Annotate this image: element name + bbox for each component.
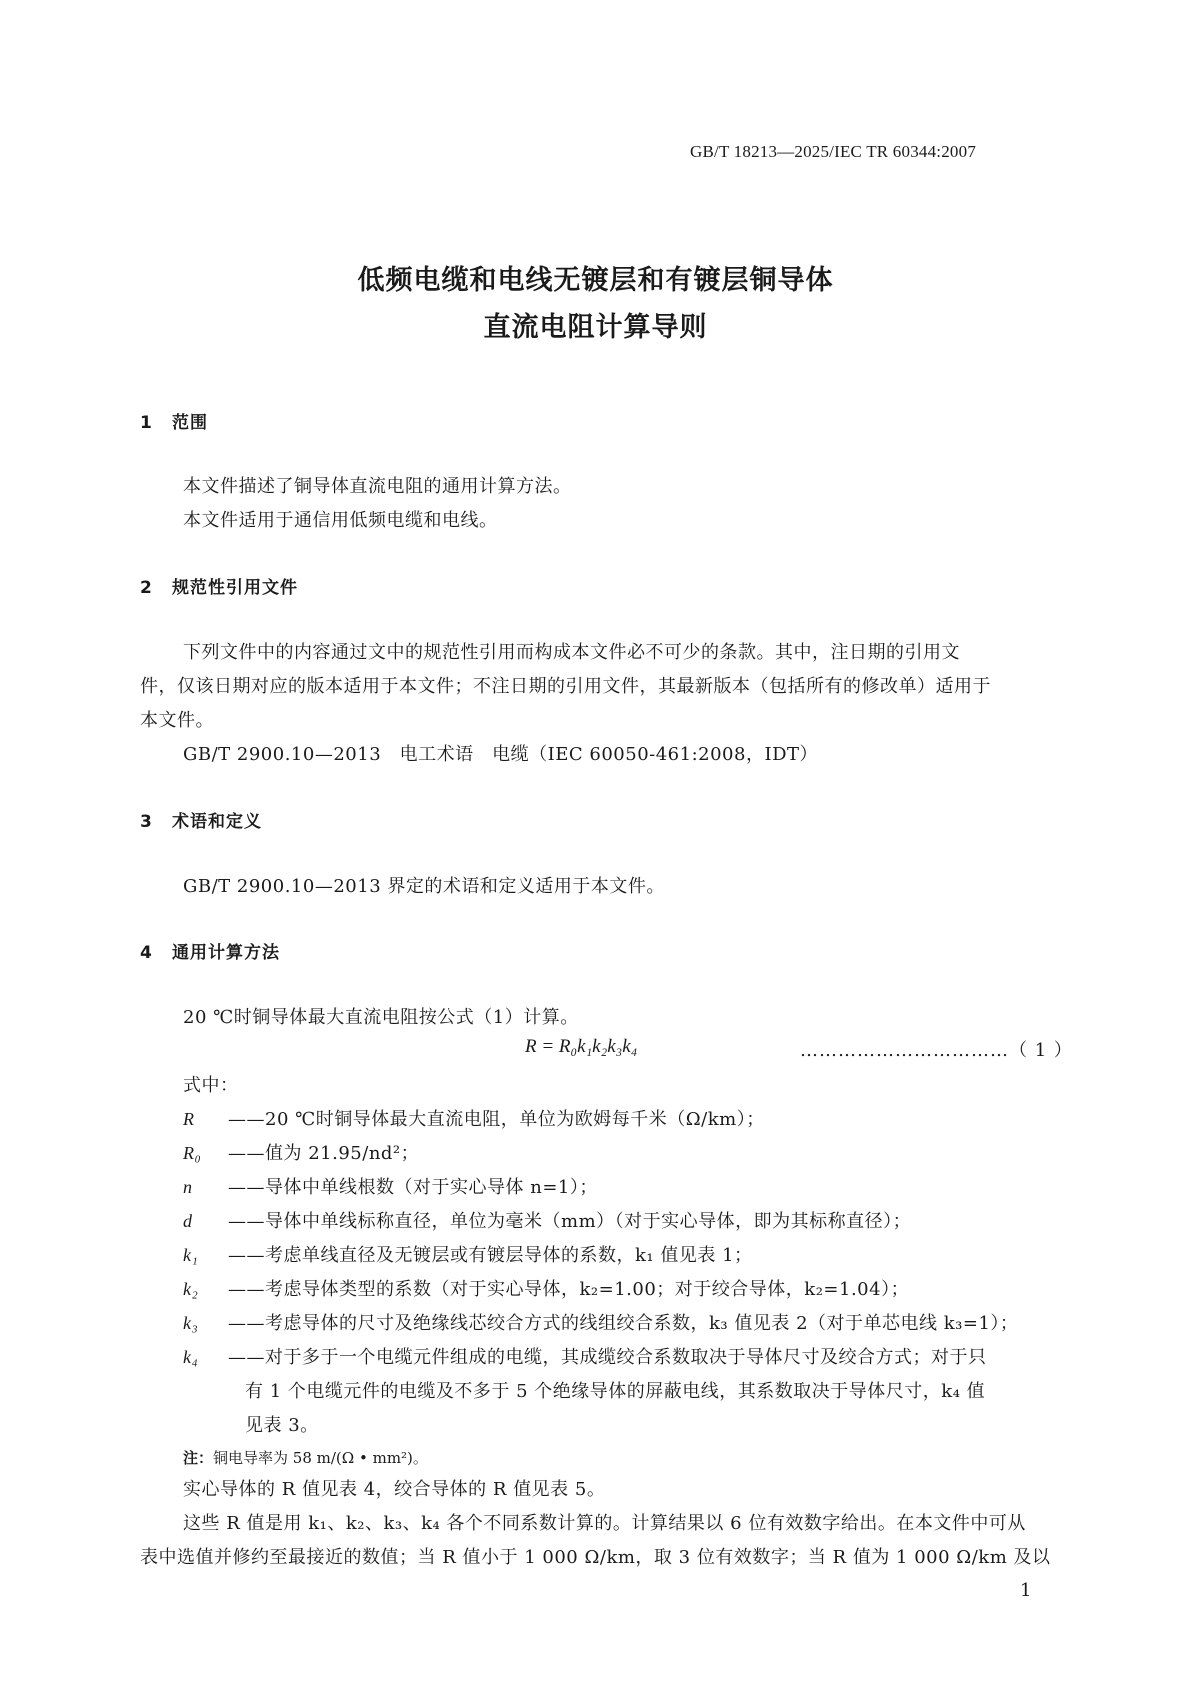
definition-item bbox=[183, 1343, 987, 1369]
last-paragraph-line-2: 表中选值并修约至最接近的数值；当 R 值小于 1 000 Ω/km，取 3 位有效数字；当 R 值为 1 000 Ω/km 及以 bbox=[140, 1547, 1051, 1568]
definition-continuation-2: 见表 3。 bbox=[245, 1415, 319, 1436]
definition-text: ——导体中单线标称直径，单位为毫米（mm）（对于实心导体，即为其标称直径）； bbox=[228, 1211, 912, 1232]
normative-paragraph-line-1: 下列文件中的内容通过文中的规范性引用而构成本文件必不可少的条款。其中，注日期的引用文 bbox=[183, 642, 960, 663]
definition-item bbox=[183, 1173, 598, 1199]
definition-item bbox=[183, 1309, 1018, 1335]
note-text: 铜电导率为 58 m/(Ω • mm²)。 bbox=[213, 1449, 428, 1467]
definition-item bbox=[183, 1241, 753, 1267]
section-title: 通用计算方法 bbox=[172, 943, 280, 963]
definition-symbol: R bbox=[183, 1109, 195, 1129]
note bbox=[183, 1447, 428, 1468]
section-number: 2 bbox=[140, 578, 153, 598]
section-4-heading bbox=[140, 938, 280, 963]
section-number: 4 bbox=[140, 943, 153, 963]
section-2-heading bbox=[140, 573, 298, 598]
definition-symbol: n bbox=[183, 1177, 193, 1197]
definition-symbol: k₄ bbox=[183, 1347, 199, 1367]
tables-paragraph: 实心导体的 R 值见表 4，绞合导体的 R 值见表 5。 bbox=[183, 1479, 606, 1500]
definition-symbol: k₁ bbox=[183, 1245, 199, 1265]
definition-item bbox=[183, 1275, 909, 1301]
where-label: 式中： bbox=[183, 1075, 239, 1096]
definition-item bbox=[183, 1105, 765, 1131]
method-intro: 20 ℃时铜导体最大直流电阻按公式（1）计算。 bbox=[183, 1007, 579, 1028]
normative-reference: GB/T 2900.10—2013 电工术语 电缆（IEC 60050-461:2008，IDT） bbox=[183, 744, 819, 765]
definition-symbol: k₂ bbox=[183, 1279, 199, 1299]
scope-paragraph-1: 本文件描述了铜导体直流电阻的通用计算方法。 bbox=[183, 476, 572, 497]
definition-symbol: d bbox=[183, 1211, 193, 1231]
section-title: 规范性引用文件 bbox=[172, 578, 298, 598]
definition-text: ——导体中单线根数（对于实心导体 n=1）； bbox=[228, 1177, 598, 1198]
normative-paragraph-line-3: 本文件。 bbox=[140, 710, 214, 731]
standard-code: GB/T 18213—2025/IEC TR 60344:2007 bbox=[690, 142, 977, 161]
definition-text: ——值为 21.95/nd²； bbox=[228, 1143, 420, 1164]
section-3-heading bbox=[140, 807, 262, 832]
section-number: 3 bbox=[140, 812, 153, 832]
normative-paragraph-line-2: 件，仅该日期对应的版本适用于本文件；不注日期的引用文件，其最新版本（包括所有的修改单）适用于 bbox=[140, 676, 991, 697]
section-title: 范围 bbox=[172, 413, 208, 433]
section-1-heading bbox=[140, 408, 208, 433]
definition-text: ——考虑单线直径及无镀层或有镀层导体的系数，k₁ 值见表 1； bbox=[228, 1245, 753, 1266]
definition-continuation-1: 有 1 个电缆元件的电缆及不多于 5 个绝缘导体的屏蔽电线，其系数取决于导体尺寸，k₄ 值 bbox=[245, 1381, 986, 1402]
definition-text: ——20 ℃时铜导体最大直流电阻，单位为欧姆每千米（Ω/km）； bbox=[228, 1109, 765, 1130]
definition-symbol: R₀ bbox=[183, 1143, 202, 1163]
section-title: 术语和定义 bbox=[172, 812, 262, 832]
document-title-line-2: 直流电阻计算导则 bbox=[483, 312, 708, 343]
page-number: 1 bbox=[1020, 1580, 1032, 1601]
last-paragraph-line-1: 这些 R 值是用 k₁、k₂、k₃、k₄ 各个不同系数计算的。计算结果以 6 位有效数字给出。在本文件中可从 bbox=[183, 1513, 1026, 1534]
formula-number: ……………………………（ 1 ） bbox=[800, 1040, 1073, 1061]
definition-text: ——考虑导体的尺寸及绝缘线芯绞合方式的线组绞合系数，k₃ 值见表 2（对于单芯电线 k₃=1）； bbox=[228, 1313, 1019, 1334]
definition-item bbox=[183, 1207, 911, 1233]
definition-item bbox=[183, 1139, 419, 1165]
document-title-line-1: 低频电缆和电线无镀层和有镀层铜导体 bbox=[357, 265, 834, 296]
formula: R = R₀k₁k₂k₃k₄ bbox=[525, 1036, 638, 1057]
section-number: 1 bbox=[140, 413, 153, 433]
terms-paragraph: GB/T 2900.10—2013 界定的术语和定义适用于本文件。 bbox=[183, 876, 665, 897]
definition-symbol: k₃ bbox=[183, 1313, 199, 1333]
note-label: 注： bbox=[183, 1449, 214, 1467]
definition-text: ——对于多于一个电缆元件组成的电缆，其成缆绞合系数取决于导体尺寸及绞合方式；对于只 bbox=[228, 1347, 987, 1368]
scope-paragraph-2: 本文件适用于通信用低频电缆和电线。 bbox=[183, 510, 498, 531]
definition-text: ——考虑导体类型的系数（对于实心导体，k₂=1.00；对于绞合导体，k₂=1.04）； bbox=[228, 1279, 910, 1300]
